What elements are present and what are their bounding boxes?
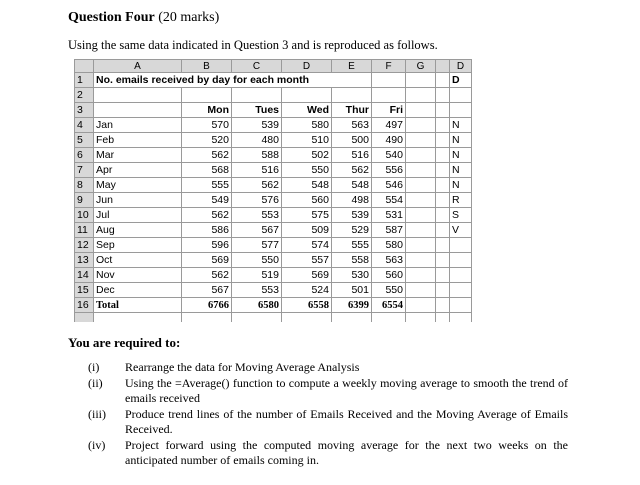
task-text: Using the =Average() function to compute a weekly moving average to smooth the trend of emails received [125,376,568,405]
column-header: E [332,60,372,73]
truncated-column-cell: N [450,163,472,178]
task-item [88,360,568,375]
task-text: Produce trend lines of the number of Emails Received and the Moving Average of Emails Received. [125,407,568,436]
value-cell: 531 [372,208,406,223]
value-cell: 569 [182,253,232,268]
truncated-column-cell: N [450,178,472,193]
table-title: No. emails received by day for each month [94,73,372,88]
value-cell: 569 [282,268,332,283]
value-cell: 510 [282,133,332,148]
value-cell: 576 [232,193,282,208]
value-cell: 588 [232,148,282,163]
table-row [75,223,472,238]
row-number: 12 [75,238,94,253]
value-cell: 596 [182,238,232,253]
value-cell: 490 [372,133,406,148]
question-marks: (20 marks) [158,10,220,25]
value-cell: 555 [182,178,232,193]
truncated-column-cell [450,253,472,268]
clipped-row [75,313,472,323]
task-number: (i) [88,360,100,374]
total-value: 6554 [372,298,406,313]
truncated-column-cell: D [450,73,472,88]
truncated-column-cell: N [450,118,472,133]
value-cell: 500 [332,133,372,148]
row-number: 2 [75,88,94,103]
value-cell: 529 [332,223,372,238]
month-cell: Oct [94,253,182,268]
table-row [75,163,472,178]
value-cell: 520 [182,133,232,148]
task-list [88,360,568,469]
value-cell: 560 [282,193,332,208]
value-cell: 546 [372,178,406,193]
spreadsheet-image [74,59,498,322]
value-cell: 556 [372,163,406,178]
value-cell: 563 [332,118,372,133]
column-header-row [75,60,472,73]
total-label: Total [94,298,182,313]
task-item [88,376,568,406]
value-cell: 567 [232,223,282,238]
question-title: Question Four [68,10,155,25]
day-header: Fri [372,103,406,118]
value-cell: 524 [282,283,332,298]
table-row [75,193,472,208]
column-header: C [232,60,282,73]
column-header: G [406,60,436,73]
row-number: 14 [75,268,94,283]
value-cell: 560 [372,268,406,283]
row-number: 13 [75,253,94,268]
table-row [75,283,472,298]
empty-row [75,88,472,103]
row-number: 15 [75,283,94,298]
value-cell: 539 [232,118,282,133]
value-cell: 575 [282,208,332,223]
day-header: Thur [332,103,372,118]
value-cell: 553 [232,283,282,298]
value-cell: 568 [182,163,232,178]
question-heading [68,10,219,26]
table-row [75,118,472,133]
column-header: D [450,60,472,73]
requirements-heading: You are required to: [68,335,181,350]
task-number: (ii) [88,376,103,390]
table-row [75,148,472,163]
table-row [75,178,472,193]
row-number: 4 [75,118,94,133]
total-value: 6766 [182,298,232,313]
row-number: 1 [75,73,94,88]
table-row [75,253,472,268]
column-header: B [182,60,232,73]
day-header: Tues [232,103,282,118]
value-cell: 562 [182,148,232,163]
truncated-column-cell: N [450,133,472,148]
table-row [75,268,472,283]
month-cell: Aug [94,223,182,238]
value-cell: 502 [282,148,332,163]
day-header: Wed [282,103,332,118]
truncated-column-cell: S [450,208,472,223]
day-header: Mon [182,103,232,118]
task-text: Rearrange the data for Moving Average Analysis [125,360,360,374]
truncated-column-cell: V [450,223,472,238]
row-number: 5 [75,133,94,148]
value-cell: 586 [182,223,232,238]
value-cell: 567 [182,283,232,298]
data-rows [75,118,472,298]
day-header-row [75,103,472,118]
value-cell: 498 [332,193,372,208]
value-cell: 549 [182,193,232,208]
truncated-column-cell [450,268,472,283]
value-cell: 497 [372,118,406,133]
table-row [75,238,472,253]
column-header: F [372,60,406,73]
value-cell: 580 [282,118,332,133]
month-cell: Sep [94,238,182,253]
value-cell: 480 [232,133,282,148]
row-number: 10 [75,208,94,223]
value-cell: 587 [372,223,406,238]
value-cell: 548 [282,178,332,193]
column-header [436,60,450,73]
value-cell: 550 [232,253,282,268]
value-cell: 555 [332,238,372,253]
value-cell: 557 [282,253,332,268]
row-number: 7 [75,163,94,178]
value-cell: 539 [332,208,372,223]
row-number: 11 [75,223,94,238]
task-number: (iii) [88,407,106,421]
value-cell: 548 [332,178,372,193]
value-cell: 563 [372,253,406,268]
table-row [75,208,472,223]
value-cell: 550 [372,283,406,298]
task-item [88,438,568,468]
row-number: 3 [75,103,94,118]
truncated-column-cell: R [450,193,472,208]
total-row [75,298,472,313]
value-cell: 570 [182,118,232,133]
value-cell: 509 [282,223,332,238]
row-number: 6 [75,148,94,163]
month-cell: Dec [94,283,182,298]
month-cell: May [94,178,182,193]
value-cell: 577 [232,238,282,253]
value-cell: 562 [182,208,232,223]
task-item [88,407,568,437]
value-cell: 562 [182,268,232,283]
row-number: 9 [75,193,94,208]
value-cell: 574 [282,238,332,253]
task-text: Project forward using the computed moving average for the next two weeks on the anticipated number of emails coming in. [125,438,568,467]
column-header: A [94,60,182,73]
corner-cell [75,60,94,73]
total-value: 6580 [232,298,282,313]
total-value: 6558 [282,298,332,313]
value-cell: 519 [232,268,282,283]
truncated-column-cell [450,283,472,298]
value-cell: 516 [332,148,372,163]
value-cell: 562 [232,178,282,193]
title-row [75,73,472,88]
month-cell: Jan [94,118,182,133]
table-row [75,133,472,148]
intro-text: Using the same data indicated in Question 3 and is reproduced as follows. [68,38,438,52]
truncated-column-cell: N [450,148,472,163]
column-header: D [282,60,332,73]
month-cell: Nov [94,268,182,283]
month-cell: Feb [94,133,182,148]
value-cell: 554 [372,193,406,208]
value-cell: 540 [372,148,406,163]
value-cell: 516 [232,163,282,178]
value-cell: 562 [332,163,372,178]
total-value: 6399 [332,298,372,313]
value-cell: 530 [332,268,372,283]
row-number: 16 [75,298,94,313]
spreadsheet-table [74,59,472,322]
truncated-column-cell [450,238,472,253]
month-cell: Jul [94,208,182,223]
value-cell: 550 [282,163,332,178]
value-cell: 553 [232,208,282,223]
month-cell: Apr [94,163,182,178]
month-cell: Jun [94,193,182,208]
row-number: 8 [75,178,94,193]
value-cell: 501 [332,283,372,298]
task-number: (iv) [88,438,106,452]
month-cell: Mar [94,148,182,163]
value-cell: 558 [332,253,372,268]
value-cell: 580 [372,238,406,253]
